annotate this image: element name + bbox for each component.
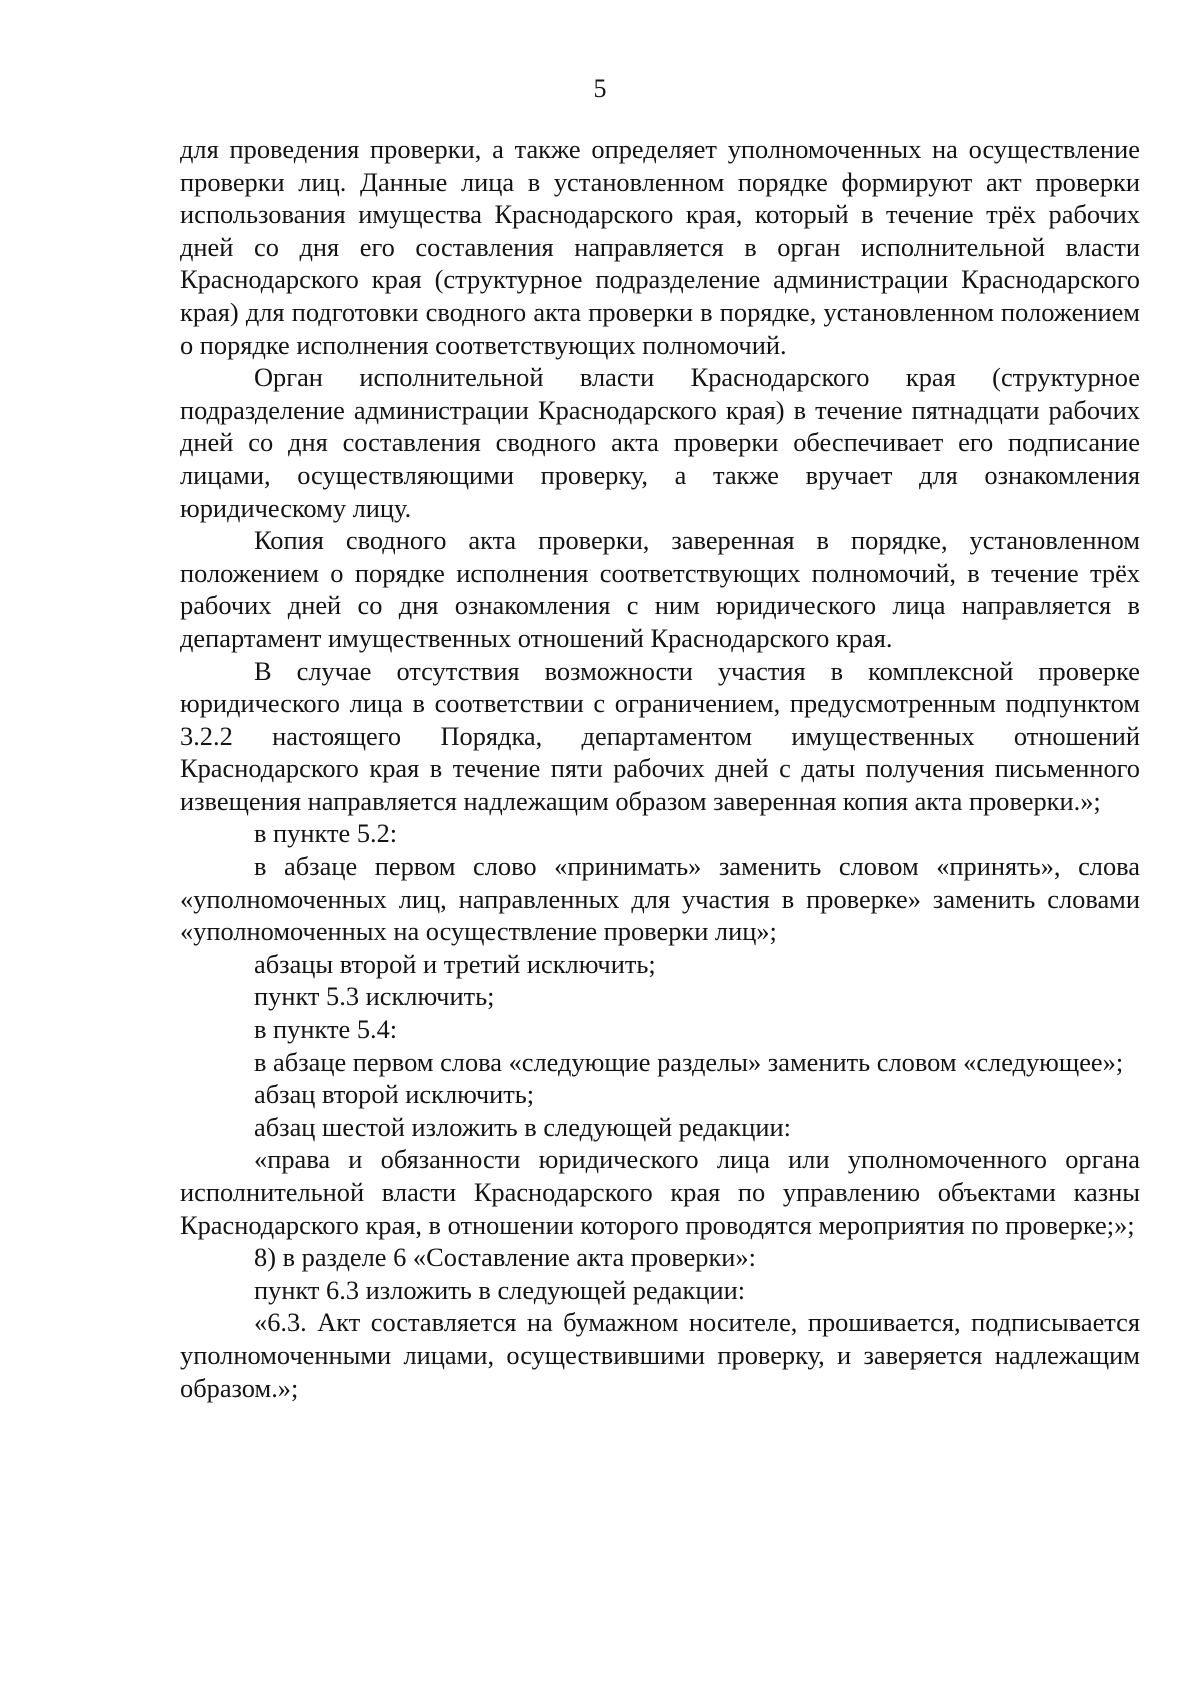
paragraph-exclude-second-third: абзацы второй и третий исключить;: [254, 948, 656, 979]
page-number: 5: [593, 74, 607, 103]
paragraph-rights-and-duties: «права и обязанности юридического лица или уполномоченного органа исполнительной власти Краснодарского края по управлению объектами казны Краснодарского края, в отношении которого проводятся мероприятия по проверке;»;: [180, 1144, 1140, 1240]
paragraph-item-5-4: в пункте 5.4:: [254, 1014, 398, 1045]
paragraph-item-5-2: в пункте 5.2:: [254, 818, 398, 849]
paragraph-item-5-4-first-abzac: в абзаце первом слова «следующие разделы» заменить словом «следующее»;: [254, 1046, 1124, 1077]
paragraph-copy-of-act: Копия сводного акта проверки, заверенная в порядке, установленном положением о порядке исполнения соответствующих полномочий, в течение трёх рабочих дней со дня ознакомления с ним юридического лица направляется в департамент имущественных отношений Краснодарского края.: [180, 525, 1140, 653]
paragraph-exclude-second-abzac: абзац второй исключить;: [254, 1079, 535, 1110]
paragraph-impossibility-of-participation: В случае отсутствия возможности участия в комплексной проверке юридического лица в соответствии с ограничением, предусмотренным подпунктом 3.2.2 настоящего Порядка, департаментом имущественных отношений Краснодарского края в течение пяти рабочих дней с даты получения письменного извещения направляется надлежащим образом заверенная копия акта проверки.»;: [180, 655, 1140, 816]
paragraph-item-6-3-text: «6.3. Акт составляется на бумажном носителе, прошивается, подписывается уполномоченными лицами, осуществившими проверку, и заверяется надлежащим образом.»;: [180, 1307, 1140, 1403]
paragraph-item-6-3-new-wording: пункт 6.3 изложить в следующей редакции:: [254, 1274, 746, 1305]
paragraph-continuation: для проведения проверки, а также определяет уполномоченных на осуществление проверки лиц. Данные лица в установленном порядке формируют акт проверки использования имущества Краснодарского края, который в течение трёх рабочих дней со дня его составления направляется в орган исполнительной власти Краснодарского края (структурное подразделение администрации Краснодарского края) для подготовки сводного акта проверки в порядке, установленном положением о порядке исполнения соответствующих полномочий.: [180, 134, 1140, 360]
paragraph-item-5-2-first-abzac: в абзаце первом слово «принимать» заменить словом «принять», слова «уполномоченных лиц, направленных для участия в проверке» заменить словами «уполномоченных на осуществление проверки лиц»;: [180, 851, 1140, 947]
paragraph-exclude-5-3: пункт 5.3 исключить;: [254, 981, 495, 1012]
paragraph-sixth-abzac-new-wording: абзац шестой изложить в следующей редакции:: [254, 1111, 791, 1142]
paragraph-signing-consolidated-act: Орган исполнительной власти Краснодарского края (структурное подразделение администрации Краснодарского края) в течение пятнадцати рабочих дней со дня составления сводного акта проверки обеспечивает его подписание лицами, осуществляющими проверку, а также вручает для ознакомления юридическому лицу.: [180, 362, 1140, 523]
document-body: [180, 133, 1140, 1404]
paragraph-section-6: 8) в разделе 6 «Составление акта проверки»:: [254, 1242, 756, 1273]
